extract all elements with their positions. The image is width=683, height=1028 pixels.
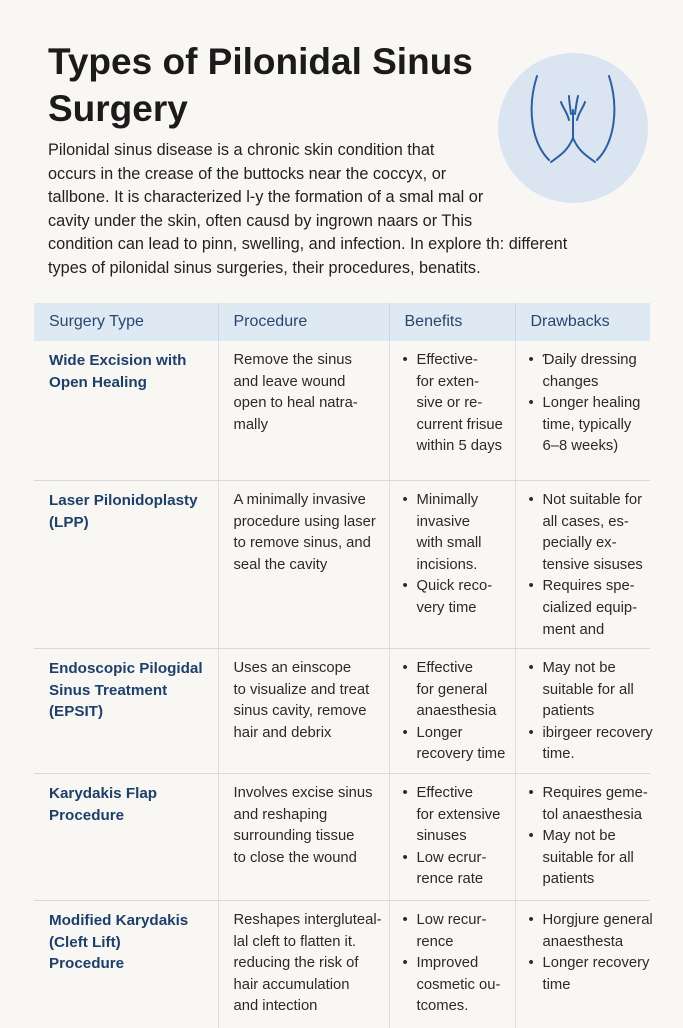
list-item [403,658,509,723]
bullet-icon: • [403,490,408,512]
surgery-type-cell-line: Karydakis Flap [49,783,212,805]
list-item-line: May not be [543,658,645,680]
bullet-icon: • [529,910,534,932]
surgery-type-cell-line: Endoscopic Pilogidal [49,658,212,680]
list-item-line: patients [543,869,645,891]
list-item-line: rence [417,932,509,954]
surgery-type-cell [34,649,218,774]
bullet-icon: • [403,953,408,975]
surgery-type-cell-line: (EPSIT) [49,701,212,723]
list-item [403,848,509,891]
table-row [34,481,650,649]
surgery-type-cell [34,774,218,901]
list-item-line: for exten- [417,372,509,394]
table-row [34,774,650,901]
benefits-cell [389,481,515,649]
bullet-icon: • [529,783,534,805]
procedure-cell [218,774,389,901]
list-item-line: very time [417,598,509,620]
list-item [403,576,509,619]
list-item-line: tcomes. [417,996,509,1018]
procedure-cell-line: and reshaping [234,805,383,827]
intro-paragraph [48,139,628,281]
list-item [403,910,509,953]
list-item-line: Effective [417,658,509,680]
table-row [34,649,650,774]
benefits-cell-list [405,658,509,766]
list-item [529,393,645,458]
list-item-line: Effective- [417,350,509,372]
list-item-line: within 5 days [417,436,509,458]
list-item-line: Requires geme- [543,783,645,805]
bullet-icon: • [529,393,534,415]
list-item-line: suitable for all [543,848,645,870]
page-title [48,38,508,132]
list-item-line: cosmetic ou- [417,975,509,997]
list-item-line: for general [417,680,509,702]
drawbacks-cell-list [531,783,645,891]
list-item-line: Effective [417,783,509,805]
procedure-cell-line: and leave wound [234,372,383,394]
bullet-icon: • [403,350,408,372]
procedure-cell-line: procedure using laser [234,512,383,534]
procedure-cell-line: A minimally invasive [234,490,383,512]
list-item-line: recovery time [417,744,509,766]
intro-line: cavity under the skin, often causd by ingrown naars or This [48,210,628,234]
header-surgery-type: Surgery Type [34,303,218,341]
list-item-line: cialized equip- [543,598,645,620]
procedure-cell-line: mally [234,415,383,437]
list-item-line: Improved [417,953,509,975]
procedure-cell [218,341,389,481]
surgery-type-cell [34,341,218,481]
list-item-line: tensive sisuses [543,555,645,577]
list-item-line: Longer [417,723,509,745]
list-item-line: Longer healing [543,393,645,415]
intro-line: types of pilonidal sinus surgeries, their procedures, benatits. [48,257,628,281]
list-item-line: tol anaesthesia [543,805,645,827]
list-item [529,723,645,766]
drawbacks-cell [515,774,650,901]
bullet-icon: • [529,658,534,680]
surgery-type-cell-line: Modified Karydakis [49,910,212,932]
title-line: Surgery [48,85,508,132]
procedure-cell-line: Involves excise sinus [234,783,383,805]
intro-line: Pilonidal sinus disease is a chronic skin condition that [48,139,628,163]
benefits-cell-list [405,350,509,458]
surgery-type-cell-line: (LPP) [49,512,212,534]
procedure-cell-line: surrounding tissue [234,826,383,848]
list-item-line: May not be [543,826,645,848]
list-item-line: invasive [417,512,509,534]
list-item-line: rence rate [417,869,509,891]
list-item-line: Not suitable for [543,490,645,512]
procedure-cell-line: to remove sinus, and [234,533,383,555]
table-row [34,901,650,1028]
list-item-line: time, typically [543,415,645,437]
procedure-cell-line: reducing the risk of [234,953,383,975]
list-item-line: time [543,975,645,997]
list-item-line: patients [543,701,645,723]
list-item-line: all cases, es- [543,512,645,534]
list-item [529,826,645,891]
list-item-line: changes [543,372,645,394]
procedure-cell-line: to visualize and treat [234,680,383,702]
benefits-cell [389,774,515,901]
list-item-line: Requires spe- [543,576,645,598]
benefits-cell [389,649,515,774]
list-item-line: ibirgeer recovery [543,723,645,745]
list-item-line: suitable for all [543,680,645,702]
drawbacks-cell-list [531,350,645,458]
drawbacks-cell [515,649,650,774]
bullet-icon: • [529,723,534,745]
list-item-line: Low ecrur- [417,848,509,870]
title-line: Types of Pilonidal Sinus [48,38,508,85]
list-item [529,910,645,953]
surgery-type-cell-line: Laser Pilonidoplasty [49,490,212,512]
procedure-cell-line: lal cleft to flatten it. [234,932,383,954]
surgery-table [34,303,650,1028]
header-procedure: Procedure [218,303,389,341]
bullet-icon: • [529,576,534,598]
procedure-cell-line: hair and debrix [234,723,383,745]
list-item [529,490,645,576]
list-item-line: Low recur- [417,910,509,932]
list-item [403,490,509,576]
list-item [529,783,645,826]
surgery-type-cell-line: Wide Excision with [49,350,212,372]
drawbacks-cell-list [531,490,645,641]
list-item-line: 6–8 weeks) [543,436,645,458]
procedure-cell-line: Remove the sinus [234,350,383,372]
list-item [529,953,645,996]
surgery-type-cell-line: Procedure [49,953,212,975]
drawbacks-cell [515,341,650,481]
bullet-icon: • [529,826,534,848]
bullet-icon: • [403,723,408,745]
list-item [529,350,645,393]
list-item [529,576,645,641]
list-item-line: sinuses [417,826,509,848]
list-item-line: Longer recovery [543,953,645,975]
drawbacks-cell [515,481,650,649]
list-item-line: ment and [543,620,645,642]
surgery-type-cell [34,901,218,1028]
bullet-icon: • [403,848,408,870]
header-drawbacks: Drawbacks [515,303,650,341]
procedure-cell-line: Uses an einscope [234,658,383,680]
surgery-type-cell [34,481,218,649]
procedure-cell-line: sinus cavity, remove [234,701,383,723]
table-row [34,341,650,481]
benefits-cell-list [405,490,509,620]
surgery-type-cell-line: (Cleft Lift) [49,932,212,954]
list-item-line: Ɗaily dressing [543,350,645,372]
list-item-line: anaesthesta [543,932,645,954]
bullet-icon: • [403,910,408,932]
procedure-cell-line: hair accumulation [234,975,383,997]
procedure-cell-line: to close the wound [234,848,383,870]
intro-line: condition can lead to pinn, swelling, and infection. In explore th: different [48,233,628,257]
bullet-icon: • [529,953,534,975]
list-item-line: Horgjure general [543,910,645,932]
list-item-line: Quick reco- [417,576,509,598]
drawbacks-cell-list [531,910,645,996]
benefits-cell [389,901,515,1028]
list-item-line: Minimally [417,490,509,512]
procedure-cell-line: and intection [234,996,383,1018]
benefits-cell-list [405,783,509,891]
table-header-row [34,303,650,341]
list-item [529,658,645,723]
list-item-line: anaesthesia [417,701,509,723]
list-item-line: current frisue [417,415,509,437]
surgery-type-cell-line: Open Healing [49,372,212,394]
procedure-cell [218,481,389,649]
surgery-type-cell-line: Sinus Treatment [49,680,212,702]
intro-line: tallbone. It is characterized l-y the formation of a smal mal or [48,186,628,210]
drawbacks-cell [515,901,650,1028]
list-item [403,953,509,1018]
benefits-cell [389,341,515,481]
drawbacks-cell-list [531,658,645,766]
procedure-cell [218,649,389,774]
bullet-icon: • [529,350,534,372]
list-item-line: incisions. [417,555,509,577]
procedure-cell [218,901,389,1028]
benefits-cell-list [405,910,509,1018]
list-item-line: time. [543,744,645,766]
bullet-icon: • [403,783,408,805]
header-benefits: Benefits [389,303,515,341]
intro-line: occurs in the crease of the buttocks near the coccyx, or [48,163,628,187]
list-item [403,783,509,848]
list-item-line: with small [417,533,509,555]
list-item-line: pecially ex- [543,533,645,555]
procedure-cell-line: Reshapes intergluteal- [234,910,383,932]
list-item [403,350,509,458]
procedure-cell-line: open to heal natra- [234,393,383,415]
bullet-icon: • [529,490,534,512]
bullet-icon: • [403,658,408,680]
surgery-type-cell-line: Procedure [49,805,212,827]
list-item [403,723,509,766]
list-item-line: for extensive [417,805,509,827]
procedure-cell-line: seal the cavity [234,555,383,577]
bullet-icon: • [403,576,408,598]
list-item-line: sive or re- [417,393,509,415]
